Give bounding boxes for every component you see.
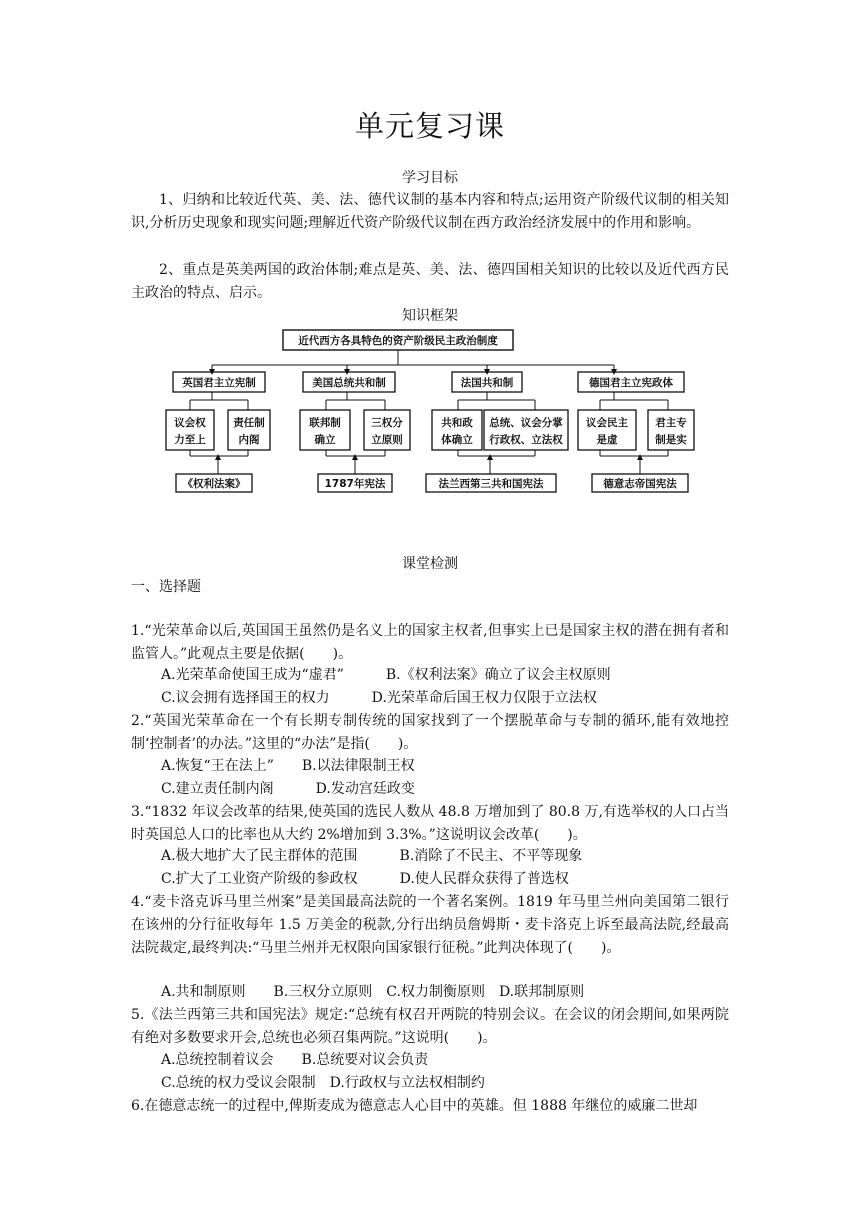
question-4-stem: 4.“麦卡洛克诉马里兰州案”是美国最高法院的一个著名案例。1819 年马里兰州向美国第二银行在该州的分行征收每年 1.5 万美金的税款,分行出纳员詹姆斯・麦卡洛克上诉至最高法院,经最高法院裁定,最终判决:“马里兰州并无权限向国家银行征税。”此判决体现了( )。 [131,894,729,956]
source-label-usa: 1787年宪法 [324,478,386,490]
feature-label: 立原则 [371,434,403,446]
question-5-stem: 5.《法兰西第三共和国宪法》规定:“总统有权召开两院的特别会议。在会议的闭会期间,如果两院有绝对多数要求开会,总统也必须召集两院。”这说明( )。 [131,1007,729,1046]
question-2-stem: 2.“英国光荣革命在一个有长期专制传统的国家找到了一个摆脱革命与专制的循环,能有效地控制‘控制者’的办法。”这里的“办法”是指( )。 [131,713,729,752]
objective-item-2: 2、重点是英美两国的政治体制;难点是英、美、法、德四国相关知识的比较以及近代西方民主政治的特点、启示。 [131,262,729,301]
question-1-options-row-1: A.光荣革命使国王成为“虚君” B.《权利法案》确立了议会主权原则 [161,667,611,683]
test-heading: 课堂检测 [402,556,458,572]
feature-label: 确立 [314,434,336,446]
feature-label: 共和政 [441,417,473,429]
feature-label: 议会权 [174,417,206,429]
page-title: 单元复习课 [354,109,505,143]
feature-label: 是虚 [596,434,618,446]
source-label-france: 法兰西第三共和国宪法 [438,478,544,490]
question-4-options-row-1: A.共和制原则 B.三权分立原则 C.权力制衡原则 D.联邦制原则 [161,984,585,1000]
section-label: 一、选择题 [131,579,201,595]
branch-label-britain: 英国君主立宪制 [182,377,256,389]
feature-label: 总统、议会分掌 [489,417,563,429]
source-label-germany: 德意志帝国宪法 [603,478,677,490]
objective-item-1: 1、归纳和比较近代英、美、法、德代议制的基本内容和特点;运用资产阶级代议制的相关知识,分析历史现象和现实问题;理解近代资产阶级代议制在西方政治经济发展中的作用和影响。 [131,192,729,231]
question-3-options-row-2: C.扩大了工业资产阶级的参政权 D.使人民群众获得了普选权 [161,871,569,887]
source-label-britain: 《权利法案》 [182,478,246,490]
branch-label-usa: 美国总统共和制 [312,377,386,389]
feature-label: 力至上 [174,434,206,446]
objectives-heading: 学习目标 [402,170,458,186]
feature-label: 联邦制 [309,417,341,429]
question-5-options-row-1: A.总统控制着议会 B.总统要对议会负责 [161,1052,429,1068]
question-2-options-row-2: C.建立责任制内阁 D.发动宫廷政变 [161,781,415,797]
question-1-options-row-2: C.议会拥有选择国王的权力 D.光荣革命后国王权力仅限于立法权 [161,690,597,706]
feature-label: 议会民主 [586,417,628,429]
feature-label: 行政权、立法权 [489,434,563,446]
framework-heading: 知识框架 [402,308,458,324]
question-5-options-row-2: C.总统的权力受议会限制 D.行政权与立法权相制约 [161,1075,485,1091]
knowledge-framework-diagram [160,328,700,498]
feature-label: 责任制 [233,417,265,429]
question-3-stem: 3.“1832 年议会改革的结果,使英国的选民人数从 48.8 万增加到了 80.8 万,有选举权的人口占当时英国总人口的比率也从大约 2%增加到 3.3%。”这说明议会改革( )。 [131,804,729,843]
branch-label-france: 法国共和制 [460,377,514,389]
feature-label: 内阁 [238,434,260,446]
question-6-stem: 6.在德意志统一的过程中,俾斯麦成为德意志人心目中的英雄。但 1888 年继位的威廉二世却 [131,1098,698,1114]
root-label: 近代西方各具特色的资产阶级民主政治制度 [298,335,498,347]
question-3-options-row-1: A.极大地扩大了民主群体的范围 B.消除了不民主、不平等现象 [161,848,583,864]
branch-label-germany: 德国君主立宪政体 [589,377,673,389]
feature-label: 体确立 [441,434,473,446]
question-1-stem: 1.“光荣革命以后,英国国王虽然仍是名义上的国家主权者,但事实上已是国家主权的潜在拥有者和监管人。”此观点主要是依据( )。 [131,623,729,662]
question-2-options-row-1: A.恢复“王在法上” B.以法律限制王权 [161,758,415,774]
feature-label: 君主专 [655,417,687,429]
feature-label: 三权分 [371,417,403,429]
feature-label: 制是实 [655,434,687,446]
